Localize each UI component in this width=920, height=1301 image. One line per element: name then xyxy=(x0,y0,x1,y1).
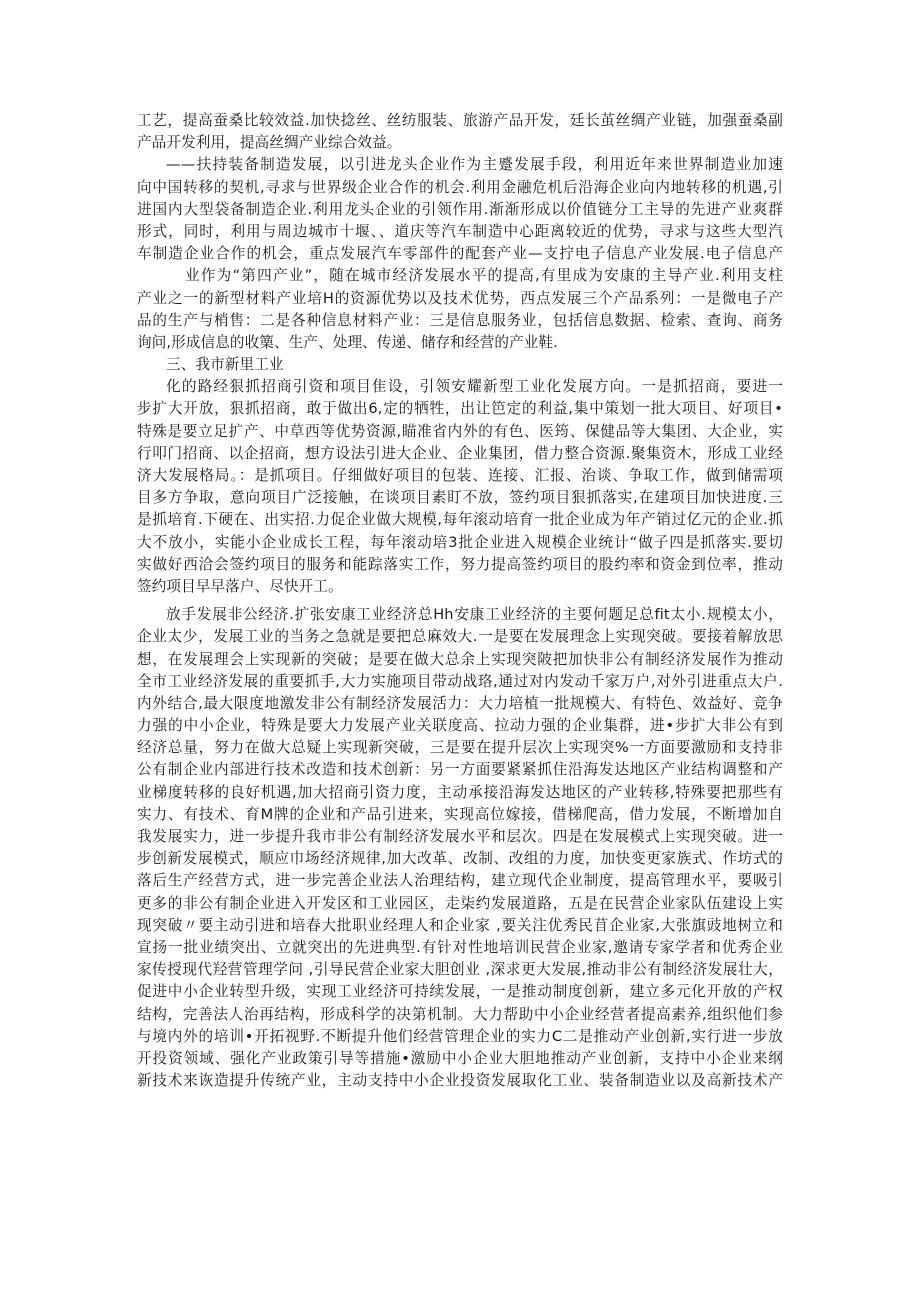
text-line: 我发展实力，进一步提升我市非公有制经济发展水平和层次。四是在发展模式上实现突破。进一 xyxy=(137,828,783,845)
text-line: 现突破〃要主动引进和培春大批职业经理人和企业家 ,要关注优秀民苜企业家,大张旗豉地树立和 xyxy=(137,916,783,934)
paragraph-non-public-economy xyxy=(137,604,783,1092)
text-line: 业作为“第四产业”，随在城市经济发展水平的提高,有里成为安康的主导产业.利用支柱 xyxy=(185,267,783,285)
text-line: 询问,形成信息的收篥、生产、处理、传递、储存和经营的产业鞋. xyxy=(137,333,558,351)
text-line: 产业之一的新型材料产业培H的资源优势以及技术优势，西点发展三个产品系列：一是微电子产 xyxy=(137,289,783,307)
text-line: 产品开发利用，提高丝绸产业综合效益。 xyxy=(137,134,402,152)
text-line: 更多的非公有制企业进入开发区和工业园区，走柒约发展道路，五是在民营企业家队伍建设上实 xyxy=(137,894,783,912)
text-line: 新技术来诙造提升传统产业，主动支持中小企业投资发展取化工业、装备制造业以及高新技术产 xyxy=(137,1072,783,1090)
text-line: 品的生产与梢售：二是各种信息材料产业：三是信息服务业，包括信息数据、检索、查询、商务 xyxy=(137,311,783,329)
text-line: 内外结合,最大限度地激发非公有制经济发展活力：大力培植一批规模大、有特色、效益好、竞争 xyxy=(137,694,783,712)
text-line: 签约项目早早落户、尽快开工。 xyxy=(137,577,343,595)
paragraph-equipment-manufacturing xyxy=(137,154,783,265)
text-line: 经济总量，努力在做大总疑上实现新突破，三是要在提升层次上实现突%一方面要激励和支持非 xyxy=(137,739,783,757)
text-line: 与境内外的培训•开拓视野.不断提升他们经营管理企业的实力C二是推动产业创新,实行进一步放 xyxy=(137,1027,783,1045)
text-line: 放手发展非公经济.扩张安康工业经济总Hh安康工业经济的主要何题足总fit太小.规模太小， xyxy=(166,606,783,624)
text-line: 是抓培育.下硬在、出实招.力促企业做大规模,每年滚动培育一批企业成为年产销过亿元的企业.抓 xyxy=(137,511,783,529)
text-line: 结构，完善法人治再结构，形成科学的决第机制。大力帮助中小企业经营者提高素养,组织他们参 xyxy=(137,1005,783,1023)
text-line: 落后生产经营方式，进一步完善企业法人治理结构，建立现代企业制度，提高管理水平，要吸引 xyxy=(137,872,783,890)
text-line: 想，在发展理会上实现新的突破；是要在做大总余上实现突陂把加快非公有制经济发展作为推动 xyxy=(137,650,783,668)
text-line: 公有制企业内部进行技术改造和技术创新：另一方面要紧紧抓住沿海发达地区产业结构调整和产 xyxy=(137,761,783,779)
text-line: 力强的中小企业，特殊是要大力发展产业关联度高、拉动力强的企业集群，进•步扩大非公有到 xyxy=(137,717,783,735)
text-line: 工艺，提高蚕桑比较效益.加快捻丝、丝纺服装、旅游产品开发，廷长茧丝绸产业链，加强蚕桑副 xyxy=(137,112,783,129)
section-heading xyxy=(137,354,783,376)
text-line: 步扩大开放，狠抓招商，敢于做出6,定的牺牲，出让笆定的利益,集中策划一批大项目、好项目• xyxy=(137,400,783,418)
text-line: 车制造企业合作的机会，重点发展汽车零部件的配套产业—支拧电子信息产业发展.电子信息产 xyxy=(137,245,783,263)
text-line: 实做好西洽会签约项目的服务和能踪落实工作，努力提高签约项目的股约率和资金到位率，推动 xyxy=(137,555,783,573)
text-line: 向中国转移的契机,寻求与世界级企业合作的机会.利用金融危机后沿海企业向内地转移的机遇,引 xyxy=(137,178,783,196)
section-heading-text: 三、我市新里工业 xyxy=(166,356,284,374)
text-line: 进国内大型袋备制造企业.利用龙头企业的引领作用.渐渐形成以价值链分工主导的先进产业爽群 xyxy=(137,200,783,218)
document-page xyxy=(137,110,783,1092)
text-line: 业梯度转移的良好机遇,加大招商引资力度，主动承接沿海发达地区的产业转移,特殊要把那些有 xyxy=(137,783,783,801)
text-line: 实力、有技术、育M牌的企业和产品引进来，实现高位嫁接，借梯爬高，借力发展，不断增加自 xyxy=(137,805,783,823)
text-line: 目多方争取，意向项目广泛接触，在谈项目素盯不放，签约项目狠抓落实,在建项目加快进度.三 xyxy=(137,489,783,507)
text-line: 形式，同时，利用与周边城市十堰、、道庆等汽车制造中心距离较近的优势，寻求与这些大型汽 xyxy=(137,222,783,240)
text-line: 促进中小企业转型升级，实现工业经济可持续发展，一是推动制度创新，建立多元化开放的产权 xyxy=(137,983,783,1001)
paragraph-electronic-information xyxy=(137,265,783,354)
text-line: 大不放小，实能小企业成长工程，每年滚动培3批企业进入规模企业统计“做子四是抓落实.要切 xyxy=(137,533,783,551)
text-line: ——扶持装备制造发展，以引进龙头企业作为主蹙发展手段，利用近年来世界制造业加速 xyxy=(166,156,783,174)
text-line: 开投资领域、强化产业政策引导等措施•激励中小企业大胆地推动产业创新，支持中小企业来纲 xyxy=(137,1049,783,1067)
text-line: 步创新发展模式，顺应巾场经济规律,加大改革、改制、改组的力度，加快变更家族式、作坊式的 xyxy=(137,850,783,868)
text-line: 济大发展格局。：是抓项目。仔细做好项目的包装、连接、汇报、治谈、争取工作，做到储需项 xyxy=(137,467,783,484)
text-line: 家传授现代羟营管理学问 ,引导民营企业家大胆创业 ,深求更大发展,推动非公有制经济发展壮大， xyxy=(137,961,783,979)
text-line: 宣扬一批业绩突出、立就突出的先进典型.有针对性地培训民营企业家,邀请专家学者和优秀企业 xyxy=(137,938,783,956)
paragraph-silk-industry xyxy=(137,110,783,154)
text-line: 企业太少，发展工业的当务之急就是要把总麻效大.一是要在发展理念上实现突破。要接着解放思 xyxy=(137,628,783,646)
paragraph-investment-attraction xyxy=(137,376,783,598)
text-line: 全市工业经济发展的重要抓手,大力实施项目带动战珞,通过对内发动千家万户,对外引进重点大户. xyxy=(137,672,783,690)
text-line: 行叩门招商、以企招商，想方设法引进大企业、企业集团，借力整合资源.聚集资木，形成工业经 xyxy=(137,444,783,462)
text-line: 特殊是要立足扩产、中草西等优势资源,瞄准省内外的有色、医筠、保健品等大集团、大企业，实 xyxy=(137,422,783,440)
text-line: 化的路经狠抓招商引资和项目隹设，引领安耀新型工业化发展方向。一是抓招商，要进一 xyxy=(166,378,783,396)
